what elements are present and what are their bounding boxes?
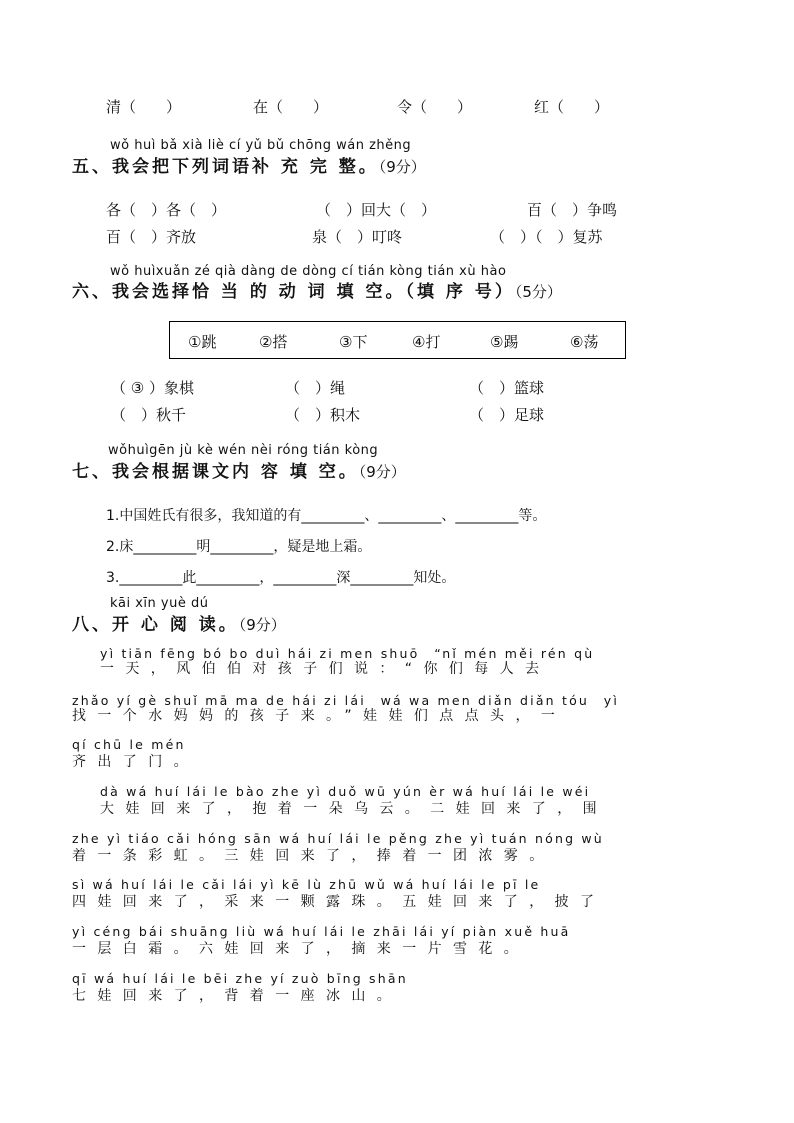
section-8-score: （9分） [238,616,286,634]
reading-pinyin-line: qī wá huí lái le bēi zhe yí zuò bīng shān [72,971,408,986]
section-6-pinyin: wǒ huìxuǎn zé qià dàng de dòng cí tián kòng tián xù hào [110,264,507,279]
reading-text-line: 齐出了门。 [72,754,199,770]
word-bank-box [169,321,626,359]
fill-item: （ ）积木 [285,406,361,424]
section-7-title: 七、我会根据课文内 容 填 空。（9分） [72,462,406,482]
fill-item: 百（ ）争鸣 [527,201,618,219]
fill-item: （ ）秋千 [111,406,187,424]
reading-pinyin-line: qí chū le mén [72,737,186,752]
reading-pinyin-line: yì céng bái shuāng liù wá huí lái le zhāi lái yí piàn xuě huā [72,924,571,939]
reading-pinyin-line: zhe yì tiáo cǎi hóng sān wá huí lái le pěng zhe yì tuán nóng wù [72,831,604,846]
fill-item: （ ）回大（ ） [316,201,437,219]
fill-item: （ ）足球 [469,406,545,424]
section-7-score: （9分） [358,463,406,481]
section-5-title: 五、我会把下列词语补 充 完 整。（9分） [72,157,426,177]
fill-line: 1.中国姓氏有很多，我知道的有_________、_________、_________等。 [106,508,547,524]
reading-pinyin-line: dà wá huí lái le bào zhe yì duǒ wū yún èr wá huí lái le wéi [100,784,591,799]
reading-text-line: 七娃回来了，背着一座冰山。 [72,988,403,1004]
fill-item: 红（ ） [534,98,610,116]
fill-item: （ ）（ ）复苏 [490,228,603,246]
reading-text-line: 一天，风伯伯对孩子们说：“你们每人去 [100,661,551,677]
section-6-title: 六、我会选择恰 当 的 动 词 填 空。（填 序 号）（5分） [72,282,562,302]
reading-text-line: 四娃回来了，采来一颗露珠。五娃回来了，披了 [72,894,606,910]
fill-item: 在（ ） [253,98,329,116]
word-option: ④打 [412,333,441,351]
fill-item: 百（ ）齐放 [106,228,197,246]
fill-item: （ ③ ）象棋 [111,379,194,397]
word-option: ②搭 [259,333,288,351]
fill-item: 各（ ）各（ ） [106,201,227,219]
word-option: ⑤踢 [490,333,519,351]
reading-text-line: 一层白霜。六娃回来了，摘来一片雪花。 [72,941,530,957]
word-option: ①跳 [188,333,217,351]
fill-item: 清（ ） [106,98,182,116]
reading-pinyin-line: zhǎo yí gè shuǐ mā ma de hái zi lái wá wa men diǎn diǎn tóu yì [72,693,620,708]
section-6-score: （5分） [514,283,562,301]
word-option: ⑥荡 [570,333,599,351]
reading-text-line: 找一个水妈妈的孩子来。”娃娃们点点头，一 [72,708,567,724]
reading-pinyin-line: yì tiān fēng bó bo duì hái zi men shuō “nǐ mén měi rén qù [100,646,595,661]
section-8-pinyin: kāi xīn yuè dú [110,596,209,611]
reading-text-line: 着一条彩虹。三娃回来了，捧着一团浓雾。 [72,848,555,864]
section-8-title: 八、开 心 阅 读。（9分） [72,615,286,635]
section-5-pinyin: wǒ huì bǎ xià liè cí yǔ bǔ chōng wán zhěng [110,138,412,153]
fill-item: 令（ ） [397,98,473,116]
reading-pinyin-line: sì wá huí lái le cǎi lái yì kē lù zhū wǔ wá huí lái le pī le [72,877,541,892]
word-option: ③下 [339,333,368,351]
fill-item: 泉（ ）叮咚 [312,228,403,246]
section-5-score: （9分） [378,158,426,176]
fill-item: （ ）篮球 [469,379,545,397]
fill-item: （ ）绳 [285,379,346,397]
fill-line: 2.床_________明_________，疑是地上霜。 [106,539,372,555]
reading-text-line: 大娃回来了，抱着一朵乌云。二娃回来了，围 [100,801,608,817]
section-7-pinyin: wǒhuìgēn jù kè wén nèi róng tián kòng [108,443,379,458]
fill-line: 3._________此_________，_________深_________知处。 [106,570,456,586]
